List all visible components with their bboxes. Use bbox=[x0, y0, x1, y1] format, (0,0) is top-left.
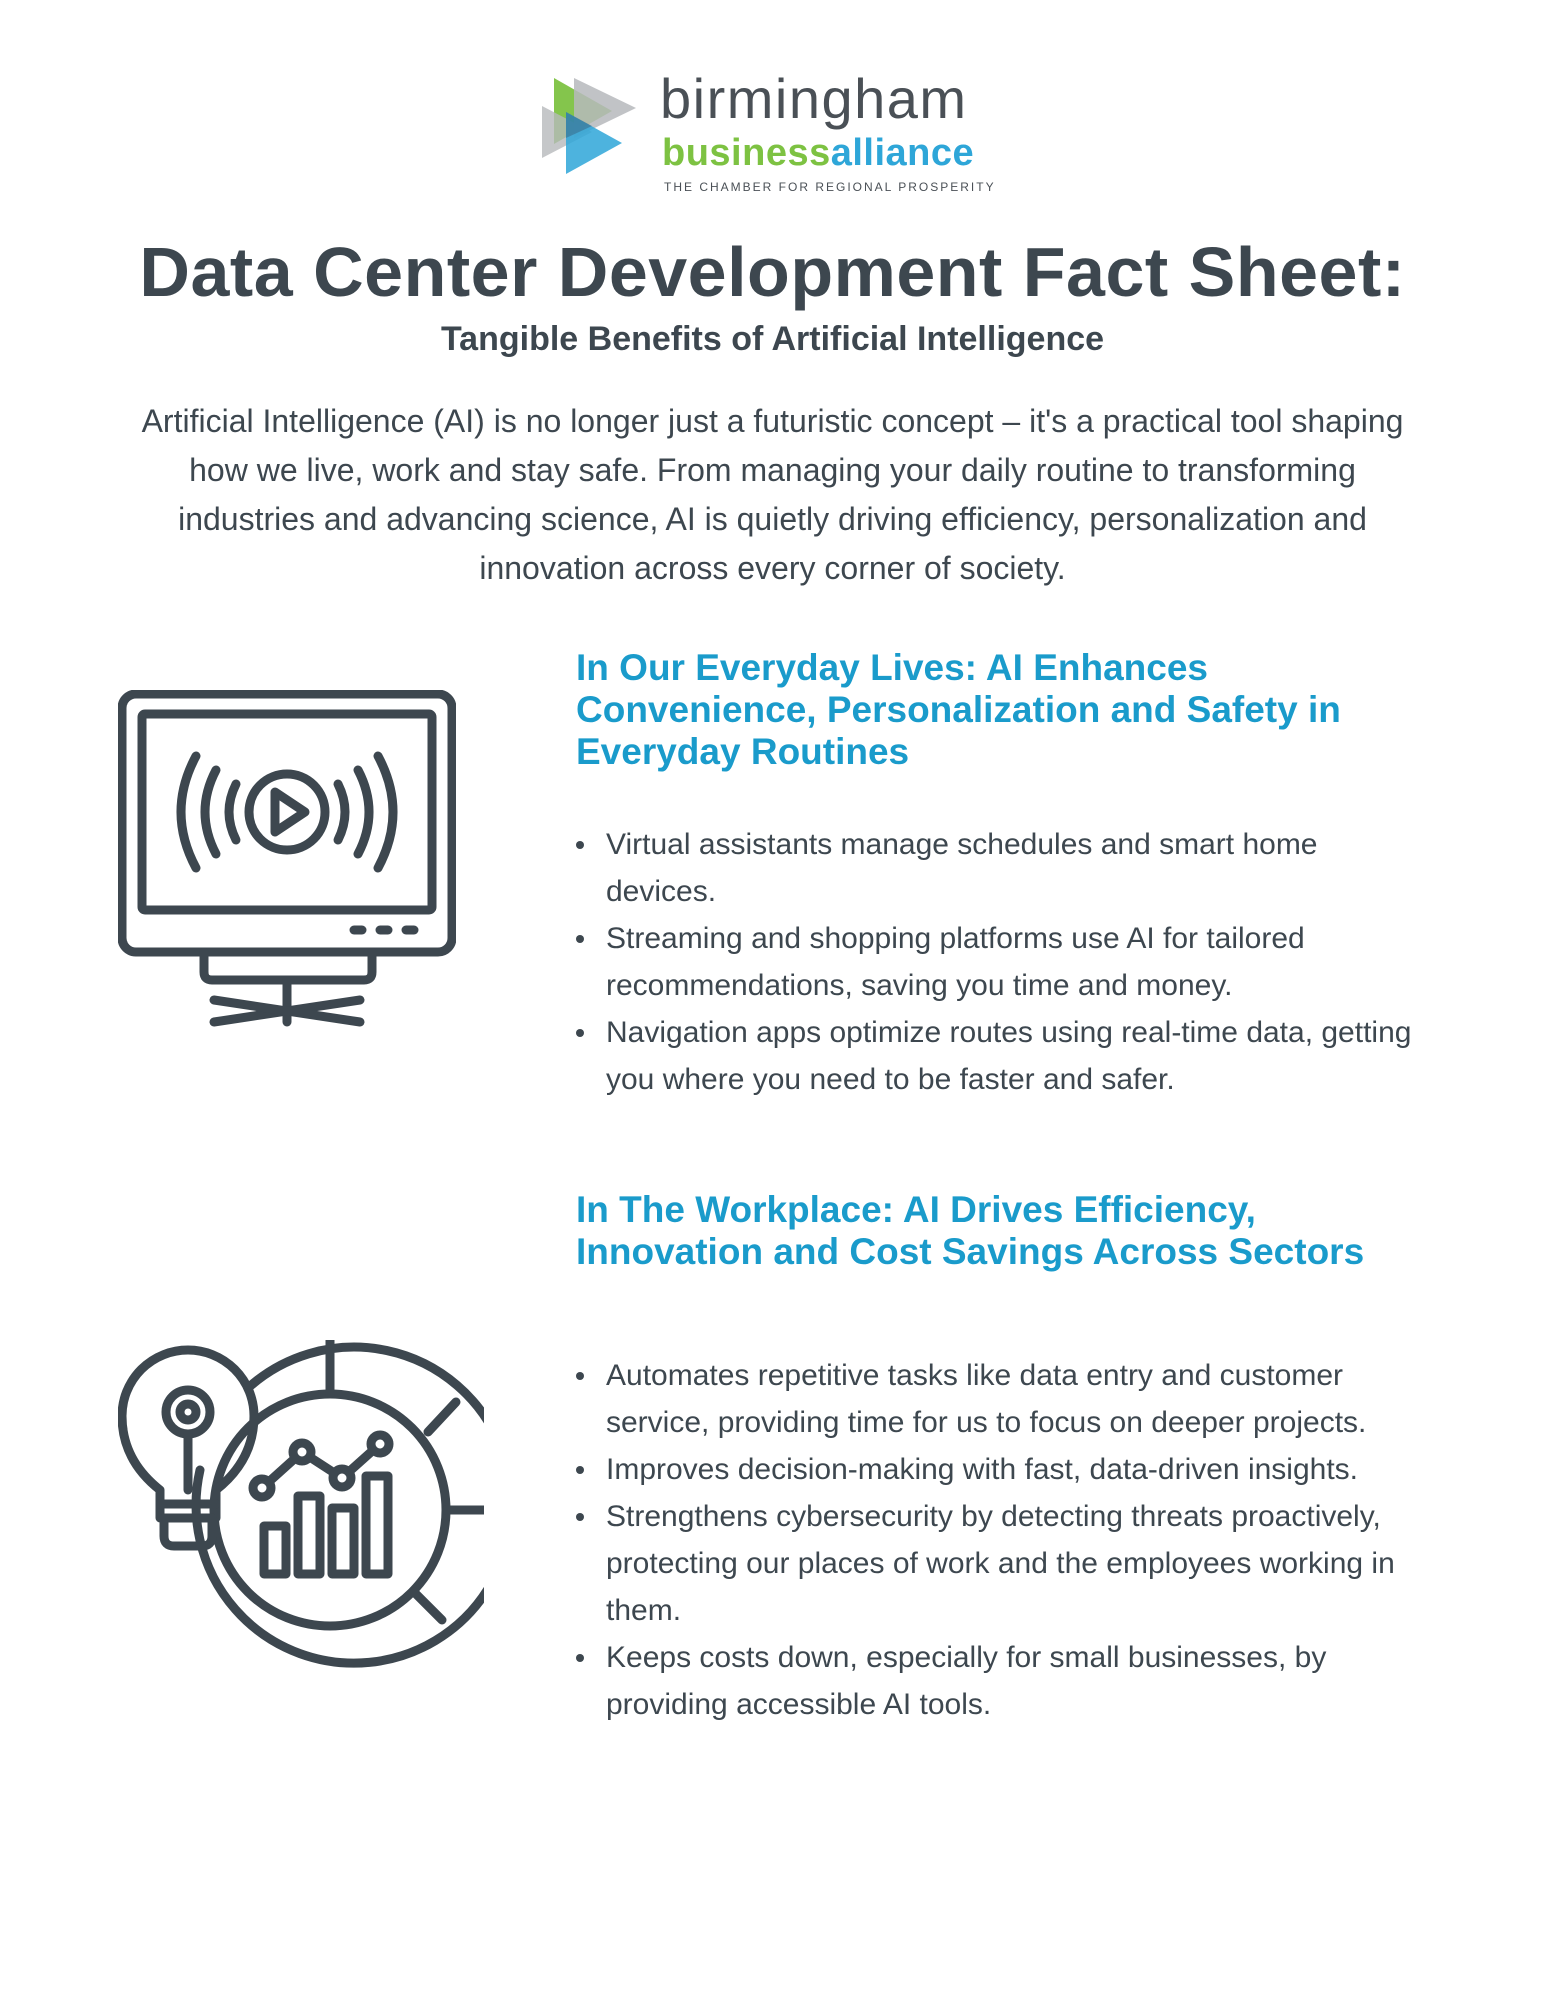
section-everyday-list bbox=[576, 821, 1416, 1103]
intro-paragraph: Artificial Intelligence (AI) is no longer just a futuristic concept – it's a practical tool shaping how we live, work and stay safe. From managing your daily routine to transforming industries and advancing science, AI is quietly driving efficiency, personalization and innovation across every corner of society. bbox=[141, 403, 1404, 586]
lightbulb-chart-icon bbox=[118, 1340, 484, 1670]
brand-logo bbox=[540, 67, 1000, 194]
logo-tagline: THE CHAMBER FOR REGIONAL PROSPERITY bbox=[664, 180, 996, 194]
logo-wordmark-birmingham: birmingham bbox=[660, 67, 968, 130]
list-item: Navigation apps optimize routes using real-time data, getting you where you need to be faster and safer. bbox=[576, 1009, 1416, 1103]
monitor-play-icon bbox=[118, 690, 456, 1030]
section-workplace-list bbox=[576, 1352, 1416, 1728]
list-item: Automates repetitive tasks like data entry and customer service, providing time for us to focus on deeper projects. bbox=[576, 1352, 1416, 1446]
page-title: Data Center Development Fact Sheet: bbox=[139, 233, 1406, 311]
list-item: Improves decision-making with fast, data-driven insights. bbox=[576, 1446, 1416, 1493]
logo-mark-icon bbox=[540, 76, 652, 176]
list-item: Strengthens cybersecurity by detecting threats proactively, protecting our places of work and the employees working in them. bbox=[576, 1493, 1416, 1634]
list-item: Virtual assistants manage schedules and smart home devices. bbox=[576, 821, 1416, 915]
logo-wordmark-business-alliance bbox=[662, 132, 974, 175]
logo-word-business: business bbox=[662, 132, 831, 174]
list-item: Keeps costs down, especially for small businesses, by providing accessible AI tools. bbox=[576, 1634, 1416, 1728]
section-workplace-title: In The Workplace: AI Drives Efficiency, Innovation and Cost Savings Across Sectors bbox=[576, 1189, 1365, 1272]
page-subtitle: Tangible Benefits of Artificial Intelligence bbox=[440, 320, 1105, 358]
list-item: Streaming and shopping platforms use AI for tailored recommendations, saving you time and money. bbox=[576, 915, 1416, 1009]
section-everyday-title: In Our Everyday Lives: AI Enhances Convenience, Personalization and Safety in Everyday Routines bbox=[576, 647, 1341, 772]
logo-word-alliance: alliance bbox=[830, 132, 975, 174]
